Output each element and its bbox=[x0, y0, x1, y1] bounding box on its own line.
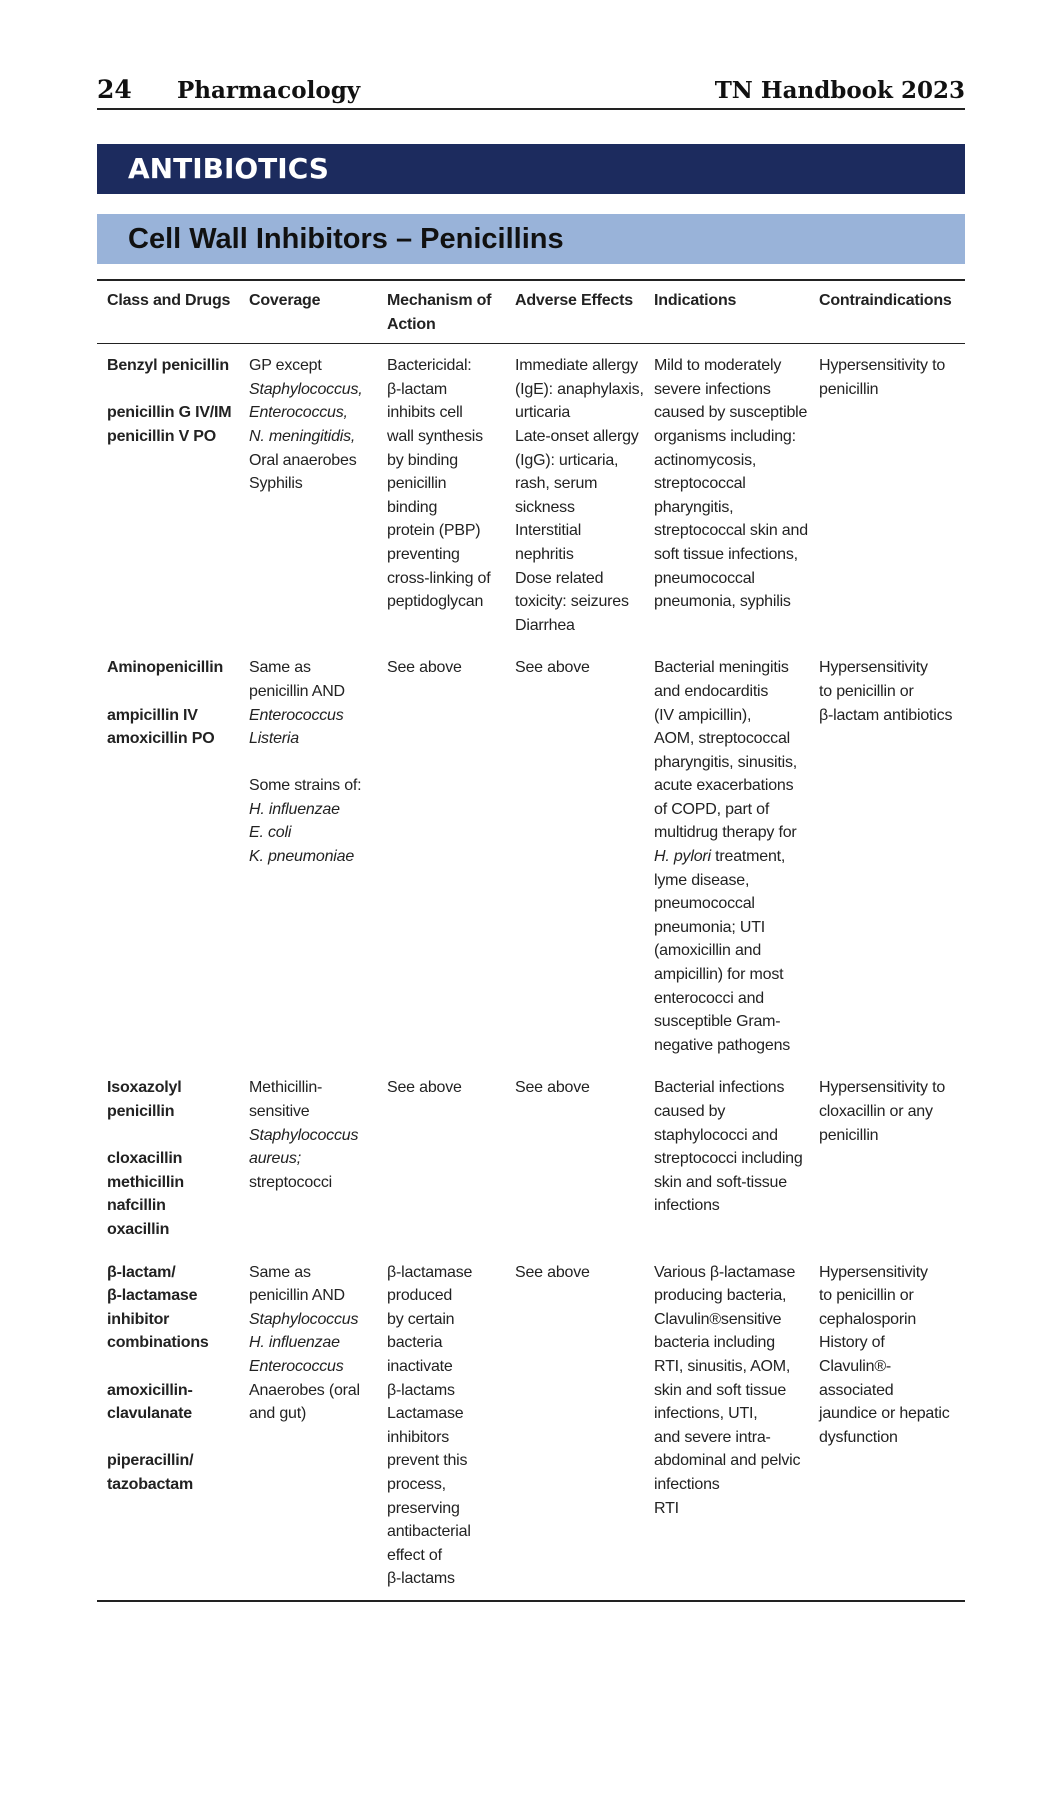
coverage-cell bbox=[239, 1066, 377, 1250]
section-name: Pharmacology bbox=[177, 77, 361, 104]
cell-line: Various β-lactamase bbox=[654, 1263, 796, 1281]
cell-line: (amoxicillin and bbox=[654, 942, 762, 960]
cell-line: Listeria bbox=[249, 730, 299, 748]
cell-line: nafcillin bbox=[107, 1197, 166, 1215]
cell-line: Enterococcus bbox=[249, 706, 344, 724]
cell-line: bacteria bbox=[387, 1334, 443, 1352]
cell-line: See above bbox=[515, 1263, 590, 1281]
chapter-title: ANTIBIOTICS bbox=[97, 144, 965, 194]
cell-line: jaundice or hepatic bbox=[819, 1405, 950, 1423]
line-gap bbox=[107, 680, 239, 704]
cell-line: (IgE): anaphylaxis, bbox=[515, 380, 644, 398]
cell-line: (IV ampicillin), bbox=[654, 706, 752, 724]
cell-line: Methicillin- bbox=[249, 1079, 323, 1097]
cell-line: lyme disease, bbox=[654, 871, 750, 889]
cell-line: antibacterial bbox=[387, 1523, 471, 1541]
cell-line: H. influenzae bbox=[249, 800, 340, 818]
table-body bbox=[97, 344, 965, 1601]
adverse-cell bbox=[505, 646, 644, 1066]
cell-line: effect of bbox=[387, 1546, 442, 1564]
cell-line: β-lactams bbox=[387, 1570, 455, 1588]
indications-cell bbox=[644, 1066, 809, 1250]
coverage-cell bbox=[239, 646, 377, 1066]
cell-line: Anaerobes (oral bbox=[249, 1381, 360, 1399]
line-gap bbox=[107, 378, 239, 402]
cell-line: cephalosporin bbox=[819, 1310, 917, 1328]
cell-line: preserving bbox=[387, 1499, 460, 1517]
cell-line: Aminopenicillin bbox=[107, 659, 224, 677]
cell-line: toxicity: seizures bbox=[515, 593, 629, 611]
line-gap bbox=[107, 1426, 239, 1450]
class-cell bbox=[97, 1066, 239, 1250]
table-row bbox=[97, 344, 965, 647]
cell-line: See above bbox=[515, 659, 590, 677]
running-header bbox=[97, 70, 965, 110]
contraindications-cell bbox=[809, 646, 965, 1066]
cell-line: infections bbox=[654, 1475, 720, 1493]
cell-line: GP except bbox=[249, 357, 322, 375]
cell-line: pharyngitis, bbox=[654, 498, 734, 516]
cell-line: cross-linking of bbox=[387, 569, 491, 587]
cell-line: Dose related bbox=[515, 569, 604, 587]
cell-line: See above bbox=[387, 1079, 462, 1097]
cell-line: acute exacerbations bbox=[654, 777, 794, 795]
cell-line: β-lactams bbox=[387, 1381, 455, 1399]
cell-line: Bacterial infections bbox=[654, 1079, 785, 1097]
cell-line: streptococci bbox=[249, 1173, 332, 1191]
cell-line: H. pylori treatment, bbox=[654, 848, 786, 866]
cell-line: penicillin bbox=[107, 1103, 175, 1120]
cell-line: methicillin bbox=[107, 1173, 184, 1191]
cell-line: caused by bbox=[654, 1103, 726, 1120]
contraindications-cell bbox=[809, 1251, 965, 1601]
cell-line: cloxacillin bbox=[107, 1150, 183, 1168]
column-header: Adverse Effects bbox=[515, 292, 633, 309]
cell-line: producing bacteria, bbox=[654, 1287, 787, 1305]
cell-line: β-lactamase bbox=[107, 1287, 198, 1305]
cell-line: penicillin G IV/IM bbox=[107, 404, 232, 422]
cell-line: Staphylococcus bbox=[249, 1126, 359, 1144]
cell-line: staphylococci and bbox=[654, 1126, 778, 1144]
cell-line: amoxicillin- bbox=[107, 1381, 193, 1399]
table-row bbox=[97, 1066, 965, 1250]
page-number: 24 bbox=[97, 75, 132, 104]
section-title: Cell Wall Inhibitors – Penicillins bbox=[97, 214, 965, 264]
cell-line: rash, serum bbox=[515, 475, 598, 493]
cell-line: Same as bbox=[249, 1263, 311, 1281]
cell-line: wall synthesis bbox=[387, 427, 483, 445]
cell-line: dysfunction bbox=[819, 1428, 898, 1446]
drug-table bbox=[97, 279, 965, 1602]
indications-cell bbox=[644, 1251, 809, 1601]
line-gap bbox=[107, 1124, 239, 1148]
cell-line: tazobactam bbox=[107, 1475, 194, 1493]
cell-line: Late-onset allergy bbox=[515, 427, 639, 445]
cell-line: History of bbox=[819, 1334, 885, 1352]
indications-cell bbox=[644, 344, 809, 647]
cell-line: produced bbox=[387, 1287, 453, 1305]
cell-line: penicillin AND bbox=[249, 682, 345, 700]
cell-line: RTI, sinusitis, AOM, bbox=[654, 1357, 791, 1375]
cell-line: Oral anaerobes bbox=[249, 451, 357, 469]
cell-line: Bactericidal: bbox=[387, 357, 472, 375]
cell-line: infections, UTI, bbox=[654, 1405, 758, 1423]
cell-line: nephritis bbox=[515, 545, 574, 563]
cell-line: process, bbox=[387, 1475, 446, 1493]
cell-line: pneumococcal bbox=[654, 895, 755, 913]
cell-line: infections bbox=[654, 1197, 720, 1215]
cell-line: actinomycosis, bbox=[654, 451, 757, 469]
class-cell bbox=[97, 1251, 239, 1601]
cell-line: oxacillin bbox=[107, 1220, 170, 1238]
cell-line: cloxacillin or any bbox=[819, 1103, 933, 1120]
adverse-cell bbox=[505, 1066, 644, 1250]
cell-line: inactivate bbox=[387, 1357, 453, 1375]
cell-line: K. pneumoniae bbox=[249, 848, 355, 866]
cell-line: Some strains of: bbox=[249, 777, 362, 795]
cell-line: H. influenzae bbox=[249, 1334, 340, 1352]
cell-line: Isoxazolyl bbox=[107, 1079, 182, 1097]
cell-line: urticaria bbox=[515, 404, 571, 422]
cell-line: pneumonia, syphilis bbox=[654, 593, 791, 611]
cell-line: sensitive bbox=[249, 1103, 310, 1120]
cell-line: multidrug therapy for bbox=[654, 824, 797, 842]
cell-line: organisms including: bbox=[654, 427, 796, 445]
cell-line: penicillin bbox=[387, 475, 447, 493]
contraindications-cell bbox=[809, 344, 965, 647]
cell-line: enterococci and bbox=[654, 989, 764, 1007]
cell-line: Staphylococcus, bbox=[249, 380, 363, 398]
cell-line: pneumonia; UTI bbox=[654, 918, 766, 936]
cell-line: inhibitors bbox=[387, 1428, 450, 1446]
cell-line: amoxicillin PO bbox=[107, 730, 215, 748]
cell-line: See above bbox=[515, 1079, 590, 1097]
cell-line: clavulanate bbox=[107, 1405, 192, 1423]
cell-line: Mild to moderately bbox=[654, 357, 782, 375]
table-row bbox=[97, 646, 965, 1066]
cell-line: susceptible Gram- bbox=[654, 1013, 781, 1031]
cell-line: of COPD, part of bbox=[654, 800, 770, 818]
cell-line: streptococci including bbox=[654, 1150, 803, 1168]
cell-line: Clavulin®sensitive bbox=[654, 1310, 782, 1328]
cell-line: combinations bbox=[107, 1334, 209, 1352]
cell-line: and severe intra- bbox=[654, 1428, 771, 1446]
cell-line: Clavulin®- bbox=[819, 1357, 892, 1375]
page bbox=[97, 70, 965, 1602]
cell-line: Syphilis bbox=[249, 475, 303, 493]
cell-line: β-lactam antibiotics bbox=[819, 706, 953, 724]
cell-line: Diarrhea bbox=[515, 616, 575, 634]
cell-line: Enterococcus, bbox=[249, 404, 348, 422]
table-row bbox=[97, 1251, 965, 1601]
cell-line: penicillin AND bbox=[249, 1287, 345, 1305]
cell-line: penicillin bbox=[819, 1126, 879, 1144]
cell-line: and endocarditis bbox=[654, 682, 769, 700]
cell-line: pneumococcal bbox=[654, 569, 755, 587]
class-cell bbox=[97, 646, 239, 1066]
contraindications-cell bbox=[809, 1066, 965, 1250]
coverage-cell bbox=[239, 344, 377, 647]
cell-line: piperacillin/ bbox=[107, 1452, 194, 1470]
cell-line: negative pathogens bbox=[654, 1036, 791, 1054]
cell-line: sickness bbox=[515, 498, 575, 516]
mechanism-cell bbox=[377, 1251, 505, 1601]
cell-line: protein (PBP) bbox=[387, 522, 481, 540]
cell-line: and gut) bbox=[249, 1405, 307, 1423]
cell-line: caused by susceptible bbox=[654, 404, 808, 422]
book-title: TN Handbook 2023 bbox=[714, 77, 965, 104]
adverse-cell bbox=[505, 344, 644, 647]
cell-line: AOM, streptococcal bbox=[654, 730, 791, 748]
cell-line: streptococcal bbox=[654, 475, 746, 493]
cell-line: Lactamase bbox=[387, 1405, 464, 1423]
column-header: Mechanism of Action bbox=[387, 292, 492, 333]
cell-line: prevent this bbox=[387, 1452, 468, 1470]
cell-line: Benzyl penicillin bbox=[107, 357, 229, 375]
cell-line: Hypersensitivity bbox=[819, 659, 928, 677]
cell-line: β-lactam/ bbox=[107, 1263, 176, 1281]
cell-line: severe infections bbox=[654, 380, 771, 398]
cell-line: Hypersensitivity to bbox=[819, 1079, 946, 1097]
cell-line: E. coli bbox=[249, 824, 292, 842]
cell-line: Hypersensitivity bbox=[819, 1263, 928, 1281]
cell-line: RTI bbox=[654, 1499, 679, 1517]
cell-line: skin and soft-tissue bbox=[654, 1173, 787, 1191]
cell-line: abdominal and pelvic bbox=[654, 1452, 801, 1470]
cell-line: preventing bbox=[387, 545, 460, 563]
cell-line: soft tissue infections, bbox=[654, 545, 798, 563]
cell-line: Bacterial meningitis bbox=[654, 659, 789, 677]
cell-line: ampicillin) for most bbox=[654, 966, 784, 984]
cell-line: by certain bbox=[387, 1310, 455, 1328]
cell-line: pharyngitis, sinusitis, bbox=[654, 753, 798, 771]
cell-line: (IgG): urticaria, bbox=[515, 451, 619, 469]
column-header: Contraindications bbox=[819, 292, 952, 309]
column-header: Coverage bbox=[249, 292, 321, 309]
indications-cell bbox=[644, 646, 809, 1066]
cell-line: skin and soft tissue bbox=[654, 1381, 787, 1399]
cell-line: streptococcal skin and bbox=[654, 522, 808, 540]
cell-line: N. meningitidis, bbox=[249, 427, 356, 445]
cell-line: to penicillin or bbox=[819, 682, 914, 700]
cell-line: penicillin bbox=[819, 380, 879, 398]
cell-line: to penicillin or bbox=[819, 1287, 914, 1305]
cell-line: β-lactam bbox=[387, 380, 448, 398]
cell-line: Hypersensitivity to bbox=[819, 357, 946, 375]
column-header: Class and Drugs bbox=[107, 292, 231, 309]
mechanism-cell bbox=[377, 1066, 505, 1250]
cell-line: peptidoglycan bbox=[387, 593, 484, 611]
cell-line: β-lactamase bbox=[387, 1263, 473, 1281]
cell-line: associated bbox=[819, 1381, 894, 1399]
cell-line: inhibits cell bbox=[387, 404, 463, 422]
cell-line: by binding bbox=[387, 451, 458, 469]
class-cell bbox=[97, 344, 239, 647]
cell-line: inhibitor bbox=[107, 1310, 170, 1328]
adverse-cell bbox=[505, 1251, 644, 1601]
coverage-cell bbox=[239, 1251, 377, 1601]
line-gap bbox=[107, 1355, 239, 1379]
mechanism-cell bbox=[377, 344, 505, 647]
cell-line: Immediate allergy bbox=[515, 357, 638, 375]
cell-line: aureus; bbox=[249, 1150, 301, 1168]
cell-line: Staphylococcus bbox=[249, 1310, 359, 1328]
cell-line: Same as bbox=[249, 659, 311, 677]
cell-line: binding bbox=[387, 498, 438, 516]
line-gap bbox=[249, 751, 377, 775]
mechanism-cell bbox=[377, 646, 505, 1066]
table-header-row bbox=[97, 280, 965, 344]
cell-line: ampicillin IV bbox=[107, 706, 198, 724]
column-header: Indications bbox=[654, 292, 737, 309]
cell-line: Interstitial bbox=[515, 522, 582, 540]
cell-line: Enterococcus bbox=[249, 1357, 344, 1375]
cell-line: penicillin V PO bbox=[107, 427, 217, 445]
cell-line: See above bbox=[387, 659, 462, 677]
cell-line: bacteria including bbox=[654, 1334, 775, 1352]
